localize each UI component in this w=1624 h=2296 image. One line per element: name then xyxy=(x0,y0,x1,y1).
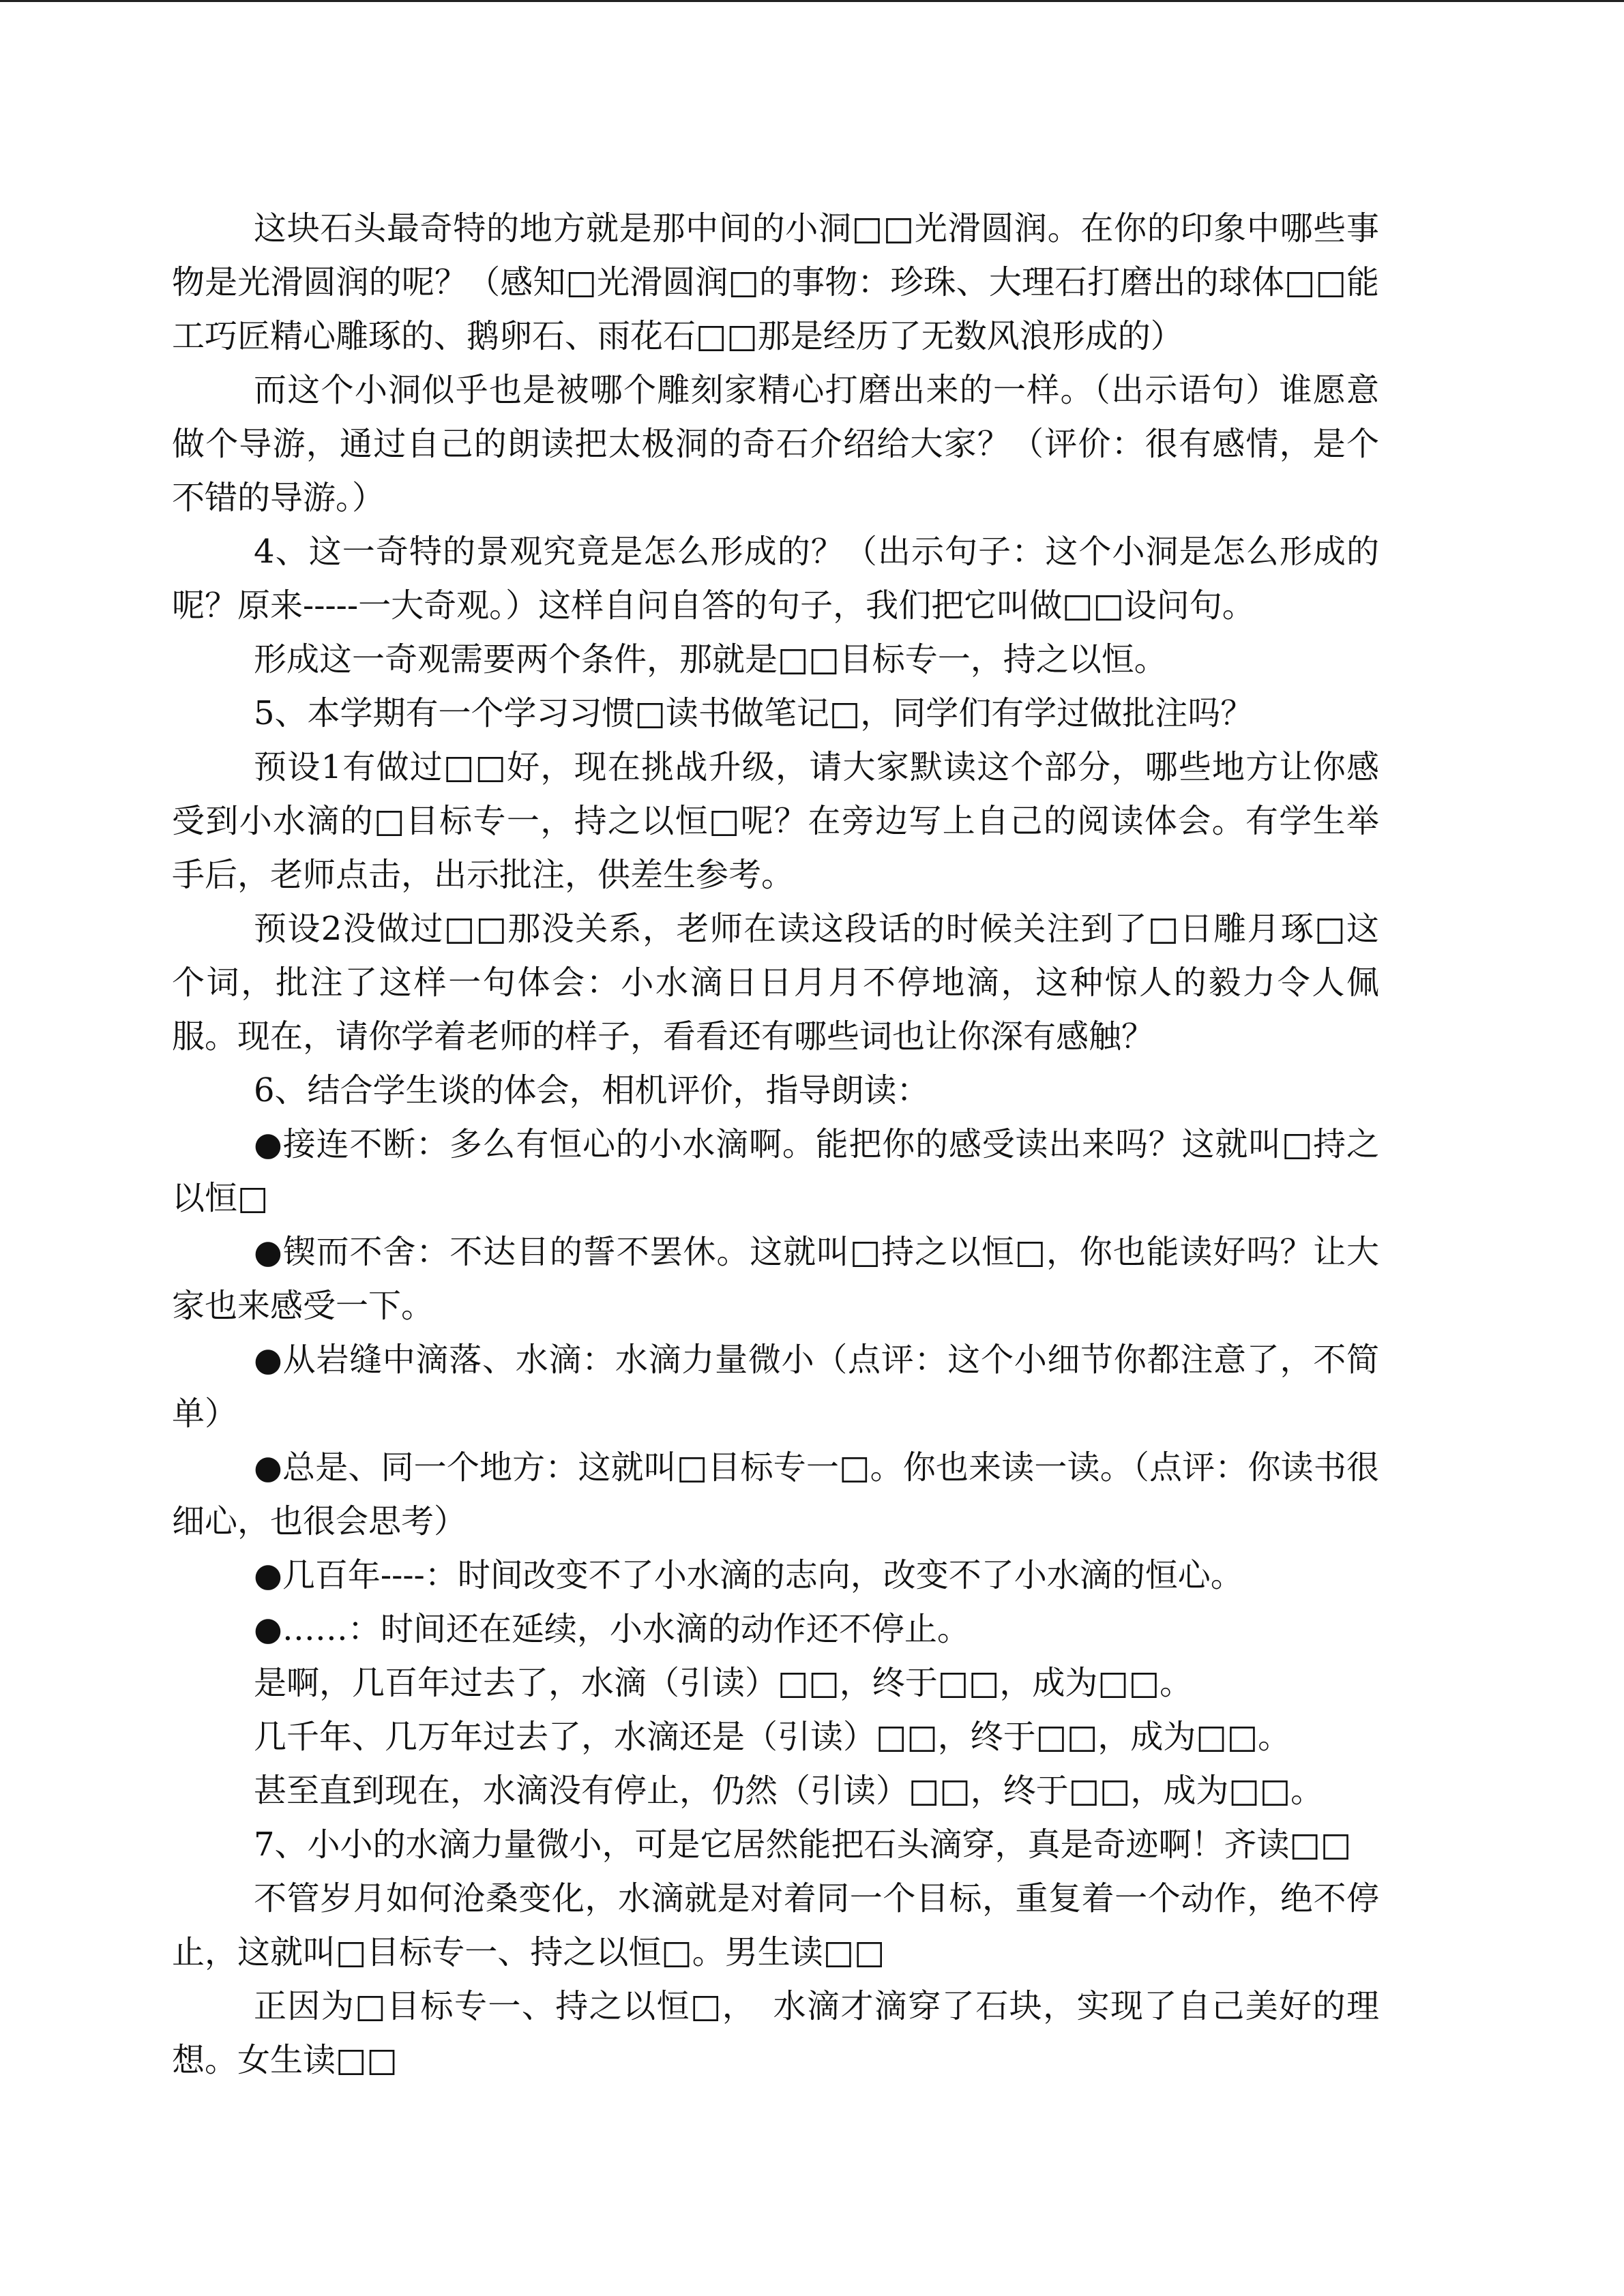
bullet-rock-crack: ●从岩缝中滴落、水滴：水滴力量微小（点评：这个小细节你都注意了，不简单） xyxy=(172,1341,1379,1433)
document-body xyxy=(172,202,1379,2087)
bullet-same-place: ●总是、同一个地方：这就叫□目标专一□。你也来读一读。（点评：你读书很细心，也很会思考） xyxy=(172,1448,1379,1540)
paragraph-guided-reading: 6、结合学生谈的体会，相机评价，指导朗读： xyxy=(254,1071,930,1109)
paragraph-girls-read: 正因为□目标专一、持之以恒□， 水滴才滴穿了石块，实现了自己美好的理想。女生读□□ xyxy=(172,1987,1379,2079)
bullet-perseverance: ●锲而不舍：不达目的誓不罢休。这就叫□持之以恒□，你也能读好吗？让大家也来感受一下。 xyxy=(172,1233,1379,1325)
bullet-hundreds-years: ●几百年----：时间改变不了小水滴的志向，改变不了小水滴的恒心。 xyxy=(254,1556,1243,1594)
bullet-continuous: ●接连不断：多么有恒心的小水滴啊。能把你的感受读出来吗？这就叫□持之以恒□ xyxy=(172,1125,1379,1217)
paragraph-how-formed: 4、这一奇特的景观究竟是怎么形成的？（出示句子：这个小洞是怎么形成的呢？原来-----一大奇观。）这样自问自答的句子，我们把它叫做□□设问句。 xyxy=(172,533,1379,625)
paragraph-until-now: 甚至直到现在，水滴没有停止，仍然（引读）□□，终于□□，成为□□。 xyxy=(254,1772,1324,1810)
paragraph-boys-read: 不管岁月如何沧桑变化，水滴就是对着同一个目标，重复着一个动作，绝不停止，这就叫□目标专一、持之以恒□。男生读□□ xyxy=(172,1879,1379,1971)
paragraph-preset-two: 预设2没做过□□那没关系，老师在读这段话的时候关注到了□日雕月琢□这个词，批注了这样一句体会：小水滴日日月月不停地滴，这种惊人的毅力令人佩服。现在，请你学着老师的样子，看看还有哪些词也让你深有感触？ xyxy=(172,910,1379,1056)
paragraph-stone-hole: 这块石头最奇特的地方就是那中间的小洞□□光滑圆润。在你的印象中哪些事物是光滑圆润的呢？（感知□光滑圆润□的事物：珍珠、大理石打磨出的球体□□能工巧匠精心雕琢的、鹅卵石、雨花石□□那是经历了无数风浪形成的） xyxy=(172,209,1379,355)
paragraph-annotation-habit: 5、本学期有一个学习习惯□读书做笔记□，同学们有学过做批注吗？ xyxy=(254,694,1254,732)
paragraph-preset-one: 预设1有做过□□好，现在挑战升级，请大家默读这个部分，哪些地方让你感受到小水滴的□目标专一，持之以恒□呢？在旁边写上自己的阅读体会。有学生举手后，老师点击，出示批注，供差生参考。 xyxy=(172,748,1379,894)
paragraph-thousands-passed: 几千年、几万年过去了，水滴还是（引读）□□，终于□□，成为□□。 xyxy=(254,1718,1291,1756)
paragraph-two-conditions: 形成这一奇观需要两个条件，那就是□□目标专一，持之以恒。 xyxy=(254,640,1167,679)
paragraph-tour-guide: 而这个小洞似乎也是被哪个雕刻家精心打磨出来的一样。（出示语句）谁愿意做个导游，通过自己的朗读把太极洞的奇石介绍给大家？（评价：很有感情，是个不错的导游。） xyxy=(172,371,1379,517)
paragraph-miracle: 7、小小的水滴力量微小，可是它居然能把石头滴穿，真是奇迹啊！齐读□□ xyxy=(254,1825,1352,1864)
bullet-ellipsis: ●……：时间还在延续，小水滴的动作还不停止。 xyxy=(254,1610,970,1648)
paragraph-hundreds-passed: 是啊，几百年过去了，水滴（引读）□□，终于□□，成为□□。 xyxy=(254,1664,1193,1702)
